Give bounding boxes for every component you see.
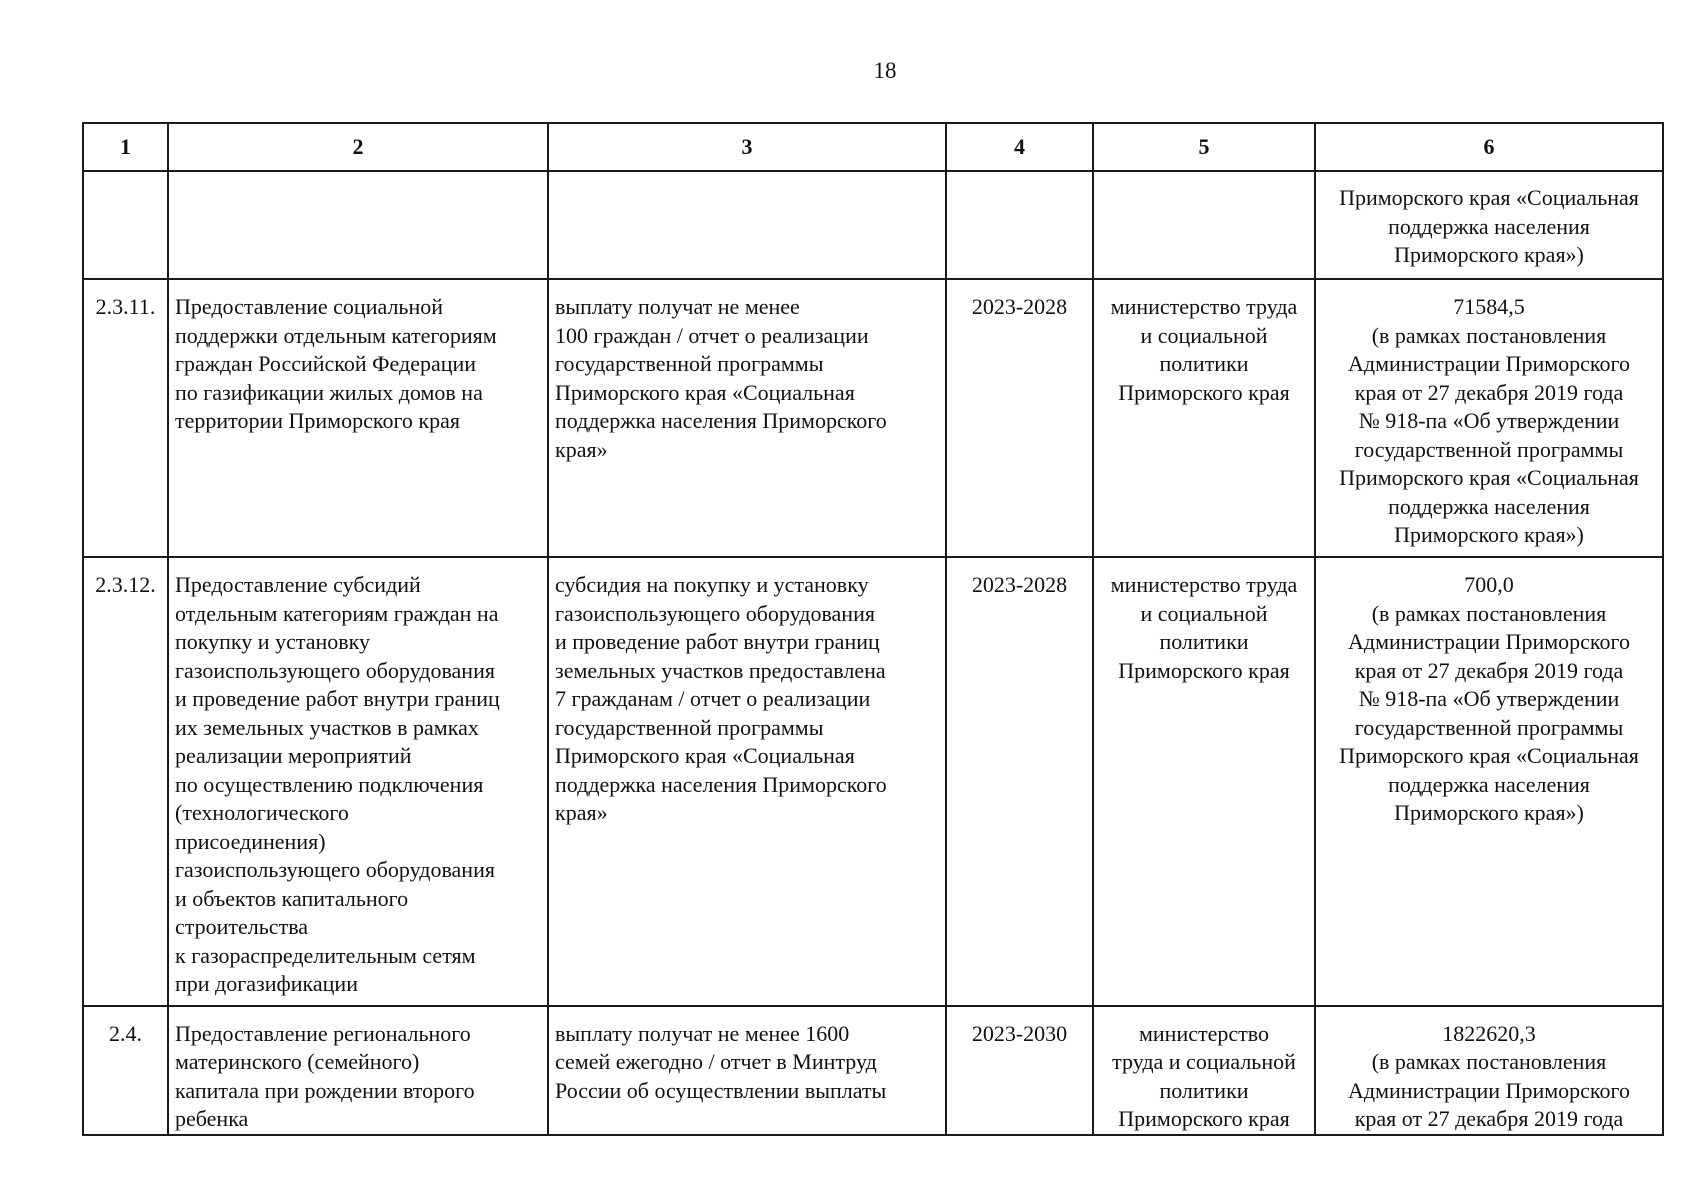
cell-name: Предоставление социальной поддержки отдельным категориям граждан Российской Федерации по газификации жилых домов на территории Приморского края [168,279,548,557]
header-row [83,123,1663,171]
cell-funding: 1822620,3 (в рамках постановления Администрации Приморского края от 27 декабря 2019 года [1315,1006,1663,1135]
cell-result: выплату получат не менее 100 граждан / отчет о реализации государственной программы Приморского края «Социальная поддержка населения Приморского края» [548,279,946,557]
program-table [82,122,1664,1136]
cell-period [946,171,1093,279]
cell-period: 2023-2030 [946,1006,1093,1135]
header-col-1: 1 [83,123,168,171]
cell-name [168,171,548,279]
cell-executor: министерство труда и социальной политики Приморского края [1093,279,1315,557]
header-col-4: 4 [946,123,1093,171]
cell-executor [1093,171,1315,279]
header-col-6: 6 [1315,123,1663,171]
cell-result [548,171,946,279]
header-col-5: 5 [1093,123,1315,171]
table-row [83,1006,1663,1135]
table-row [83,171,1663,279]
cell-funding: 71584,5 (в рамках постановления Администрации Приморского края от 27 декабря 2019 года № 918-па «Об утверждении государственной программы Приморского края «Социальная поддержка населения Приморского края») [1315,279,1663,557]
cell-period: 2023-2028 [946,557,1093,1006]
header-col-2: 2 [168,123,548,171]
page-number: 18 [873,58,897,83]
cell-executor: министерство труда и социальной политики Приморского края [1093,557,1315,1006]
cell-result: выплату получат не менее 1600 семей ежегодно / отчет в Минтруд России об осуществлении выплаты [548,1006,946,1135]
cell-number: 2.3.12. [83,557,168,1006]
cell-period: 2023-2028 [946,279,1093,557]
cell-name: Предоставление субсидий отдельным категориям граждан на покупку и установку газоиспользующего оборудования и проведение работ внутри границ их земельных участков в рамках реализации мероприятий по осуществлению подключения (технологического присоединения) газоиспользующего оборудования и объектов капитального строительства к газораспределительным сетям при догазификации [168,557,548,1006]
cell-funding: 700,0 (в рамках постановления Администрации Приморского края от 27 декабря 2019 года № 918-па «Об утверждении государственной программы Приморского края «Социальная поддержка населения Приморского края») [1315,557,1663,1006]
cell-executor: министерство труда и социальной политики Приморского края [1093,1006,1315,1135]
table-row [83,557,1663,1006]
cell-funding: Приморского края «Социальная поддержка населения Приморского края») [1315,171,1663,279]
table-row [83,279,1663,557]
cell-number [83,171,168,279]
cell-number: 2.4. [83,1006,168,1135]
cell-result: субсидия на покупку и установку газоиспользующего оборудования и проведение работ внутри границ земельных участков предоставлена 7 гражданам / отчет о реализации государственной программы Приморского края «Социальная поддержка населения Приморского края» [548,557,946,1006]
header-col-3: 3 [548,123,946,171]
cell-number: 2.3.11. [83,279,168,557]
cell-name: Предоставление регионального материнского (семейного) капитала при рождении второго ребенка [168,1006,548,1135]
table-header [83,123,1663,171]
